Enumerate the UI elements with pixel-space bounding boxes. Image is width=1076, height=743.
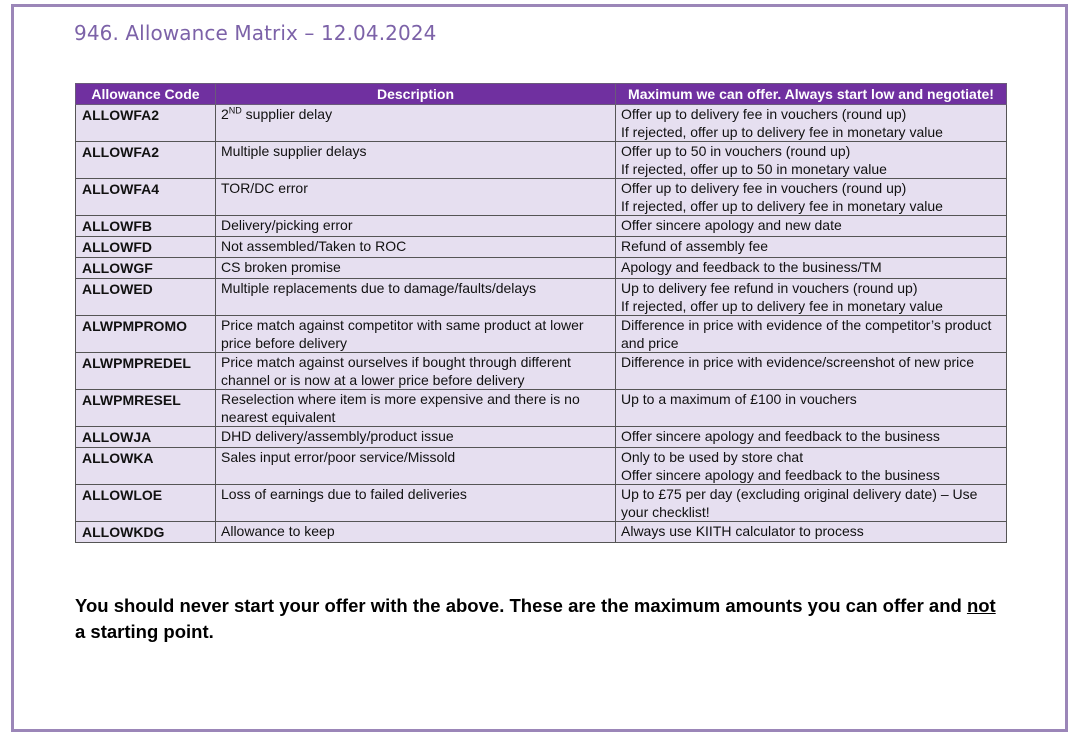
table-row — [76, 353, 1007, 390]
note-emphasis: not — [966, 595, 996, 616]
description-cell: Multiple supplier delays — [216, 142, 616, 179]
table-row — [76, 258, 1007, 279]
maximum-offer-cell: Always use KIITH calculator to process — [616, 522, 1007, 543]
maximum-offer-cell: Offer up to delivery fee in vouchers (round up) If rejected, offer up to delivery fee in monetary value — [616, 105, 1007, 142]
table-row — [76, 216, 1007, 237]
maximum-offer-cell: Offer sincere apology and feedback to the business — [616, 427, 1007, 448]
allowance-code-cell: ALLOWJA — [76, 427, 216, 448]
header-allowance-code: Allowance Code — [76, 84, 216, 105]
table-row — [76, 142, 1007, 179]
maximum-offer-cell: Only to be used by store chat Offer sincere apology and feedback to the business — [616, 448, 1007, 485]
document-title: 946. Allowance Matrix – 12.04.2024 — [74, 21, 437, 45]
table-row — [76, 390, 1007, 427]
allowance-code-cell: ALLOWKA — [76, 448, 216, 485]
allowance-matrix-table — [75, 83, 1007, 543]
maximum-offer-cell: Offer sincere apology and new date — [616, 216, 1007, 237]
description-cell: Reselection where item is more expensive and there is no nearest equivalent — [216, 390, 616, 427]
header-description: Description — [216, 84, 616, 105]
table-row — [76, 237, 1007, 258]
allowance-code-cell: ALLOWED — [76, 279, 216, 316]
guidance-note — [75, 593, 1005, 645]
table-row — [76, 427, 1007, 448]
allowance-code-cell: ALLOWFD — [76, 237, 216, 258]
table-row — [76, 316, 1007, 353]
maximum-offer-cell: Refund of assembly fee — [616, 237, 1007, 258]
allowance-code-cell: ALLOWKDG — [76, 522, 216, 543]
table-row — [76, 279, 1007, 316]
description-cell: Multiple replacements due to damage/faults/delays — [216, 279, 616, 316]
description-cell: Price match against competitor with same product at lower price before delivery — [216, 316, 616, 353]
allowance-code-cell: ALLOWFA4 — [76, 179, 216, 216]
description-cell: Loss of earnings due to failed deliveries — [216, 485, 616, 522]
table-header-row — [76, 84, 1007, 105]
maximum-offer-cell: Up to £75 per day (excluding original delivery date) – Use your checklist! — [616, 485, 1007, 522]
description-cell: Delivery/picking error — [216, 216, 616, 237]
allowance-code-cell: ALLOWFA2 — [76, 105, 216, 142]
maximum-offer-cell: Apology and feedback to the business/TM — [616, 258, 1007, 279]
table-row — [76, 448, 1007, 485]
maximum-offer-cell: Offer up to delivery fee in vouchers (round up) If rejected, offer up to delivery fee in monetary value — [616, 179, 1007, 216]
note-text-part2: a starting point. — [75, 621, 214, 642]
allowance-code-cell: ALLOWGF — [76, 258, 216, 279]
description-cell: DHD delivery/assembly/product issue — [216, 427, 616, 448]
description-cell: Sales input error/poor service/Missold — [216, 448, 616, 485]
header-maximum-offer: Maximum we can offer. Always start low and negotiate! — [616, 84, 1007, 105]
description-cell: TOR/DC error — [216, 179, 616, 216]
table-row — [76, 179, 1007, 216]
description-cell: CS broken promise — [216, 258, 616, 279]
allowance-code-cell: ALWPMRESEL — [76, 390, 216, 427]
allowance-code-cell: ALWPMPREDEL — [76, 353, 216, 390]
table-row — [76, 522, 1007, 543]
description-cell: Allowance to keep — [216, 522, 616, 543]
description-superscript: ND — [228, 105, 242, 116]
description-text: supplier delay — [241, 106, 333, 122]
table-body — [76, 105, 1007, 543]
description-cell: Not assembled/Taken to ROC — [216, 237, 616, 258]
maximum-offer-cell: Up to a maximum of £100 in vouchers — [616, 390, 1007, 427]
table-row — [76, 485, 1007, 522]
allowance-code-cell: ALLOWFA2 — [76, 142, 216, 179]
allowance-code-cell: ALLOWLOE — [76, 485, 216, 522]
table-row — [76, 105, 1007, 142]
description-cell — [216, 105, 616, 142]
description-cell: Price match against ourselves if bought through different channel or is now at a lower price before delivery — [216, 353, 616, 390]
document-page — [11, 4, 1068, 732]
maximum-offer-cell: Offer up to 50 in vouchers (round up) If rejected, offer up to 50 in monetary value — [616, 142, 1007, 179]
allowance-code-cell: ALLOWFB — [76, 216, 216, 237]
description-prefix: 2 — [221, 106, 229, 122]
maximum-offer-cell: Difference in price with evidence/screenshot of new price — [616, 353, 1007, 390]
allowance-code-cell: ALWPMPROMO — [76, 316, 216, 353]
maximum-offer-cell: Difference in price with evidence of the competitor’s product and price — [616, 316, 1007, 353]
maximum-offer-cell: Up to delivery fee refund in vouchers (round up) If rejected, offer up to delivery fee in monetary value — [616, 279, 1007, 316]
note-text-part1: You should never start your offer with the above. These are the maximum amounts you can offer and — [75, 595, 967, 616]
